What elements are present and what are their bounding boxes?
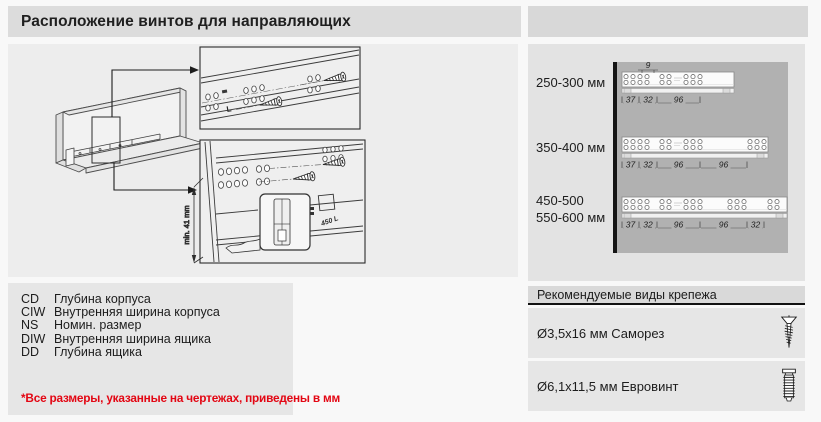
rail-diagrams-inset bbox=[613, 62, 788, 253]
rail-lengths-panel bbox=[528, 44, 805, 281]
rail-length-label-1: 250-300 мм bbox=[536, 75, 606, 90]
dimension-label: 9 bbox=[645, 62, 651, 70]
dimension-label: 32 bbox=[643, 94, 653, 105]
rail-length-label-3-line1: 450-500 bbox=[536, 193, 584, 208]
dimension-label: 32 bbox=[750, 219, 761, 230]
legend bbox=[8, 283, 341, 415]
fastener-row-euroscrew bbox=[528, 361, 805, 411]
rail-length-label-2: 350-400 мм bbox=[536, 140, 606, 155]
legend-label: Внутренняя ширина корпуса bbox=[54, 305, 220, 320]
fastener-row-selftapping bbox=[528, 308, 805, 358]
dimension-label: 37 bbox=[625, 94, 636, 105]
rail-diagram bbox=[622, 197, 787, 230]
legend-abbr: CIW bbox=[21, 305, 46, 320]
dimension-label: 96 bbox=[673, 159, 684, 170]
installation-drawing-svg bbox=[8, 44, 518, 277]
legend-label: Внутренняя ширина ящика bbox=[54, 331, 211, 346]
legend-label: Глубина ящика bbox=[54, 344, 142, 359]
dimension-label: 96 bbox=[673, 94, 684, 105]
legend-abbr: NS bbox=[21, 318, 39, 333]
legend-row bbox=[21, 346, 293, 359]
legend-label: Глубина корпуса bbox=[54, 292, 151, 306]
fastener-label: Ø3,5x16 мм Саморез bbox=[537, 325, 665, 341]
countersunk-screw-icon bbox=[779, 314, 799, 352]
rail-length-label-3 bbox=[536, 192, 605, 226]
page-title: Расположение винтов для направляющих bbox=[21, 12, 351, 30]
cabinet-isometric-view bbox=[56, 88, 203, 173]
header-right-bar bbox=[528, 6, 808, 37]
upper-detail-view bbox=[200, 47, 360, 129]
rail-length-label-3-line2: 550-600 мм bbox=[536, 210, 606, 225]
page-title-bar bbox=[8, 6, 521, 37]
dimension-label: 37 bbox=[625, 159, 636, 170]
rail-marking-lower: 450 L bbox=[320, 215, 340, 228]
rail-diagram bbox=[622, 62, 734, 105]
rail-marking-upper: L bbox=[225, 104, 233, 114]
installation-drawing bbox=[8, 44, 518, 277]
arrow-to-upper-detail bbox=[190, 66, 199, 74]
lower-detail-view bbox=[200, 140, 365, 263]
dimensions-note: *Все размеры, указанные на чертежах, приведены в мм bbox=[21, 391, 341, 405]
rail-diagram bbox=[622, 137, 768, 170]
legend-row bbox=[21, 319, 293, 332]
legend-abbr: DIW bbox=[21, 331, 46, 346]
legend-abbr: DD bbox=[21, 344, 40, 359]
legend-row bbox=[21, 333, 293, 346]
euro-screw-icon bbox=[779, 367, 799, 405]
dimension-label: 96 bbox=[718, 219, 729, 230]
dimension-label: 32 bbox=[643, 219, 653, 230]
rail-diagrams-svg bbox=[617, 62, 788, 253]
fasteners-title: Рекомендуемые виды крепежа bbox=[528, 286, 805, 305]
min-height-label: min. 41 mm bbox=[182, 205, 191, 245]
fastener-label: Ø6,1x11,5 мм Евровинт bbox=[537, 378, 679, 394]
dimension-label: 32 bbox=[643, 159, 653, 170]
legend-label: Номин. размер bbox=[54, 318, 142, 333]
dimension-label: 37 bbox=[625, 219, 636, 230]
dimension-label: 96 bbox=[718, 159, 729, 170]
legend-abbr: CD bbox=[21, 292, 40, 306]
dimension-label: 96 bbox=[673, 219, 684, 230]
